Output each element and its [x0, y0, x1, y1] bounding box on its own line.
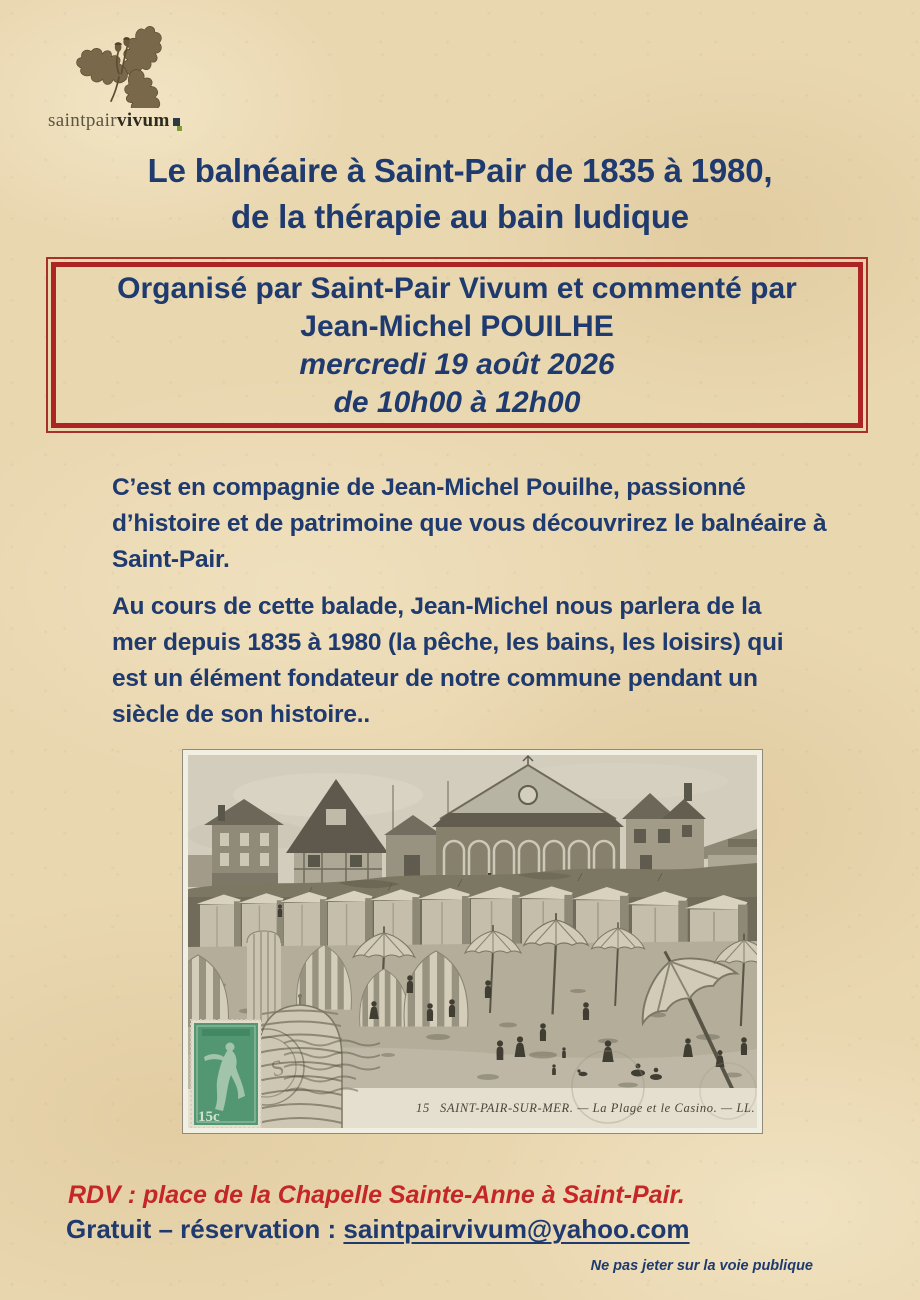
- paragraph-2-line: siècle de son histoire..: [112, 701, 370, 728]
- page-title: [0, 148, 920, 240]
- email-link[interactable]: saintpairvivum@yahoo.com: [343, 1214, 690, 1244]
- event-box: [51, 262, 863, 428]
- paragraph-2-line: est un élément fondateur de notre commune pendant un: [112, 665, 758, 692]
- event-date: mercredi 19 août 2026: [299, 348, 615, 381]
- svg-text:S: S: [268, 1054, 287, 1082]
- postcard-caption: SAINT-PAIR-SUR-MER. — La Plage et le Casino. — LL.: [440, 1101, 756, 1115]
- brand-prefix: saintpair: [48, 110, 118, 131]
- brand-suffix: vivum: [117, 110, 170, 131]
- event-time: de 10h00 à 12h00: [333, 386, 581, 419]
- title-line-1: Le balnéaire à Saint-Pair de 1835 à 1980,: [147, 152, 773, 189]
- logo: [48, 26, 278, 132]
- postcard-caption-number: 15: [416, 1101, 431, 1115]
- title-line-2: de la thérapie au bain ludique: [231, 198, 689, 235]
- paragraph-2: [112, 589, 902, 733]
- reservation-line: [66, 1214, 690, 1245]
- event-organizer-line: Organisé par Saint-Pair Vivum et commenté par: [117, 272, 797, 305]
- event-speaker-name: Jean-Michel POUILHE: [300, 310, 614, 343]
- oak-leaves-icon: [56, 26, 176, 108]
- paragraph-1-line: Saint-Pair.: [112, 546, 230, 573]
- disclaimer-note: Ne pas jeter sur la voie publique: [590, 1258, 813, 1274]
- stamp-value: 15c: [198, 1109, 220, 1125]
- paragraph-1: [112, 470, 902, 578]
- reservation-label: Gratuit – réservation :: [66, 1214, 344, 1244]
- postcard-photo: [183, 750, 762, 1133]
- vintage-beach-postcard-image: [188, 755, 757, 1128]
- paragraph-2-line: mer depuis 1835 à 1980 (la pêche, les bains, les loisirs) qui: [112, 629, 784, 656]
- paragraph-2-line: Au cours de cette balade, Jean-Michel nous parlera de la: [112, 593, 762, 620]
- rdv-line: RDV : place de la Chapelle Sainte-Anne à Saint-Pair.: [68, 1181, 685, 1209]
- paragraph-1-line: C’est en compagnie de Jean-Michel Pouilhe, passionné: [112, 474, 746, 501]
- event-box-border: [46, 257, 868, 433]
- paragraph-1-line: d’histoire et de patrimoine que vous découvrirez le balnéaire à: [112, 510, 827, 537]
- brand-text: [48, 110, 278, 132]
- logo-mark-icon: [173, 118, 180, 126]
